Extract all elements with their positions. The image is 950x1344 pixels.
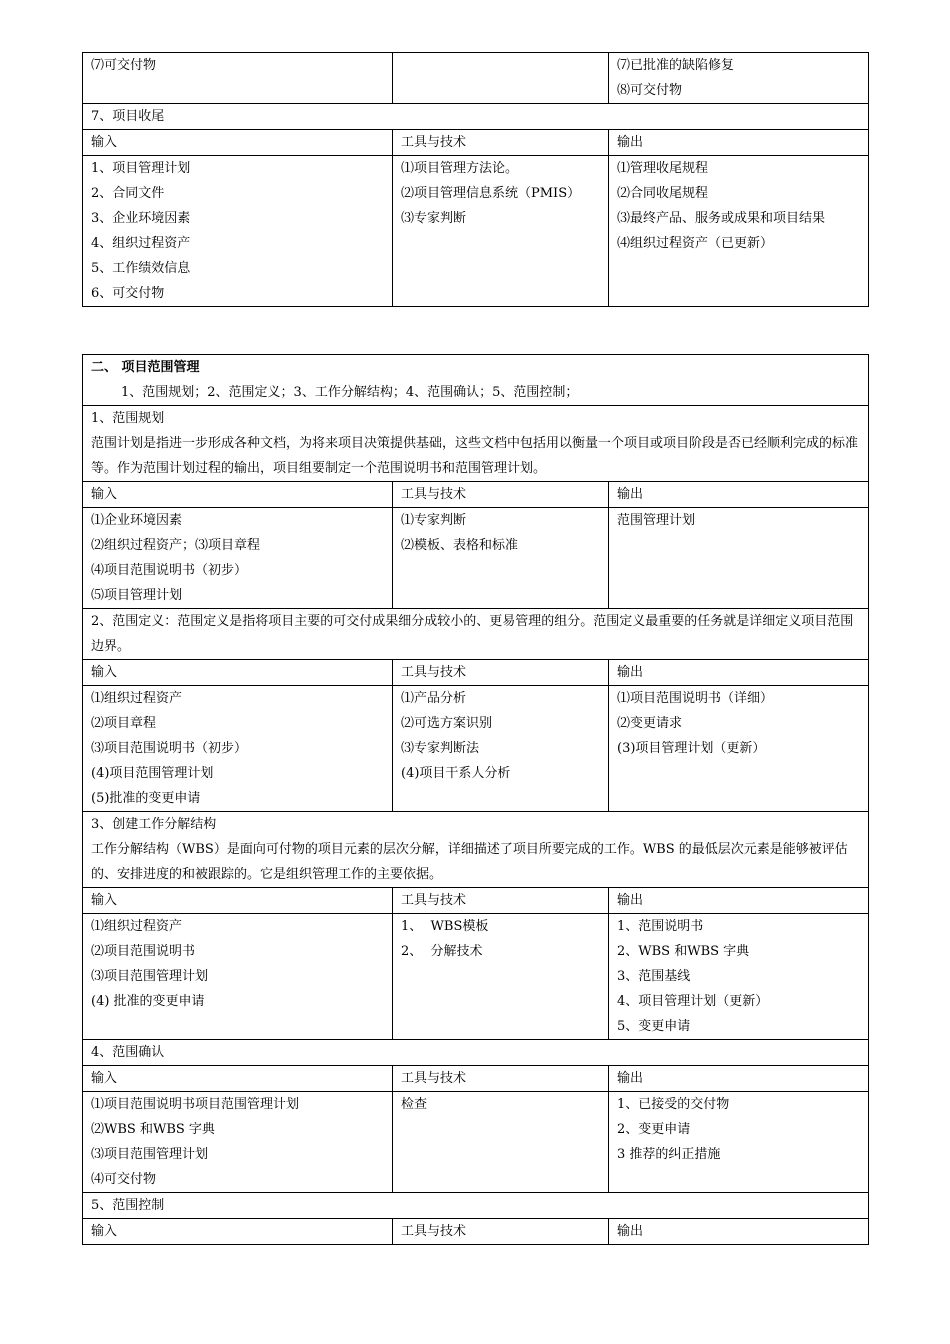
list-item: ⑴组织过程资产: [91, 919, 183, 934]
outputs-cell: [609, 53, 869, 104]
list-item: ⑻可交付物: [617, 83, 683, 98]
tools-cell: [393, 508, 609, 609]
list-item: ⑷组织过程资产（已更新）: [617, 236, 774, 251]
list-item: 范围管理计划: [617, 513, 696, 528]
table-header-row: [83, 1219, 869, 1245]
table-header-row: [83, 888, 869, 914]
column-header-input: 输入: [83, 888, 393, 914]
list-item: ⑴管理收尾规程: [617, 161, 709, 176]
table-row: [83, 914, 869, 1040]
column-header-tools: 工具与技术: [393, 1066, 609, 1092]
list-item: ⑶项目范围说明书（初步）: [91, 741, 248, 756]
outputs-cell: [609, 686, 869, 812]
list-item: 2、合同文件: [91, 186, 165, 201]
list-item: ⑴组织过程资产: [91, 691, 183, 706]
list-item: ⑷可交付物: [91, 1172, 157, 1187]
table-row: [83, 1092, 869, 1193]
list-item: ⑵WBS 和WBS 字典: [91, 1122, 215, 1137]
list-item: 1、范围说明书: [617, 919, 704, 934]
list-item: ⑵组织过程资产；⑶项目章程: [91, 538, 261, 553]
table-row: [83, 156, 869, 307]
column-header-input: 输入: [83, 482, 393, 508]
list-item: ⑺已批准的缺陷修复: [617, 58, 735, 73]
column-header-tools: 工具与技术: [393, 1219, 609, 1245]
table-row: [83, 1193, 869, 1219]
outputs-cell: [609, 508, 869, 609]
list-item: ⑵合同收尾规程: [617, 186, 709, 201]
planning-desc-cell: [83, 406, 869, 482]
list-item: ⑺可交付物: [91, 58, 157, 73]
list-item: ⑵模板、表格和标准: [401, 538, 519, 553]
scope-heading-cell: [83, 355, 869, 406]
list-item: (4)项目干系人分析: [401, 766, 511, 781]
table-header-row: [83, 482, 869, 508]
tools-cell: [393, 686, 609, 812]
list-item: (4)项目范围管理计划: [91, 766, 214, 781]
list-item: 4、组织过程资产: [91, 236, 191, 251]
table-row: [83, 812, 869, 888]
column-header-output: 输出: [609, 660, 869, 686]
tools-cell: [393, 1092, 609, 1193]
table-row: [83, 104, 869, 130]
section-description: 工作分解结构（WBS）是面向可付物的项目元素的层次分解，详细描述了项目所要完成的工作。WBS 的最低层次元素是能够被评估的、安排进度的和被跟踪的。它是组织管理工作的主要依据。: [91, 842, 848, 882]
column-header-tools: 工具与技术: [393, 888, 609, 914]
list-item: ⑶最终产品、服务或成果和项目结果: [617, 211, 826, 226]
list-item: 1、 WBS模板: [401, 919, 489, 934]
list-item: ⑵可选方案识别: [401, 716, 493, 731]
list-item: 3、范围基线: [617, 969, 691, 984]
list-item: 2、WBS 和WBS 字典: [617, 944, 750, 959]
list-item: ⑵变更请求: [617, 716, 683, 731]
column-header-output: 输出: [609, 482, 869, 508]
tools-cell: [393, 53, 609, 104]
list-item: 5、工作绩效信息: [91, 261, 191, 276]
list-item: ⑵项目章程: [91, 716, 157, 731]
column-header-output: 输出: [609, 888, 869, 914]
list-item: ⑶项目范围管理计划: [91, 969, 209, 984]
section-title: 4、范围确认: [83, 1040, 869, 1066]
tools-cell: [393, 156, 609, 307]
section-title: 5、范围控制: [83, 1193, 869, 1219]
inputs-cell: [83, 53, 393, 104]
list-item: 1、项目管理计划: [91, 161, 191, 176]
list-item: 3、企业环境因素: [91, 211, 191, 226]
outputs-cell: [609, 914, 869, 1040]
table-row: [83, 686, 869, 812]
list-item: ⑶项目范围管理计划: [91, 1147, 209, 1162]
column-header-input: 输入: [83, 660, 393, 686]
definition-desc-cell: [83, 609, 869, 660]
column-header-input: 输入: [83, 1066, 393, 1092]
list-item: 4、项目管理计划（更新）: [617, 994, 769, 1009]
column-header-input: 输入: [83, 1219, 393, 1245]
list-item: ⑷项目范围说明书（初步）: [91, 563, 248, 578]
inputs-cell: [83, 156, 393, 307]
table-row: [83, 355, 869, 406]
scope-table: [82, 354, 869, 1245]
table-header-row: [83, 660, 869, 686]
table-row: [83, 508, 869, 609]
list-item: 6、可交付物: [91, 286, 165, 301]
section-subheading: 1、范围规划；2、范围定义；3、工作分解结构；4、范围确认；5、范围控制；: [121, 385, 579, 400]
list-item: ⑶专家判断法: [401, 741, 480, 756]
section-heading: 二、 项目范围管理: [91, 360, 200, 375]
inputs-cell: [83, 1092, 393, 1193]
table-row: [83, 406, 869, 482]
column-header-output: 输出: [609, 1066, 869, 1092]
closing-table: [82, 52, 869, 307]
section-description: 2、范围定义：范围定义是指将项目主要的可交付成果细分成较小的、更易管理的组分。范围定义最重要的任务就是详细定义项目范围边界。: [91, 614, 854, 654]
inputs-cell: [83, 686, 393, 812]
inputs-cell: [83, 508, 393, 609]
table-row: [83, 1040, 869, 1066]
table-row: [83, 53, 869, 104]
table-row: [83, 609, 869, 660]
column-header-output: 输出: [609, 1219, 869, 1245]
list-item: ⑵项目范围说明书: [91, 944, 196, 959]
list-item: 2、 分解技术: [401, 944, 483, 959]
list-item: (3)项目管理计划（更新）: [617, 741, 766, 756]
section-title: 3、创建工作分解结构: [91, 817, 217, 832]
list-item: 检查: [401, 1097, 428, 1112]
list-item: (5)批准的变更申请: [91, 791, 201, 806]
section-title: 1、范围规划: [91, 411, 165, 426]
wbs-desc-cell: [83, 812, 869, 888]
list-item: (4) 批准的变更申请: [91, 994, 205, 1009]
section-title: 7、项目收尾: [83, 104, 869, 130]
tools-cell: [393, 914, 609, 1040]
list-item: ⑸项目管理计划: [91, 588, 183, 603]
list-item: ⑴企业环境因素: [91, 513, 183, 528]
section-description: 范围计划是指进一步形成各种文档，为将来项目决策提供基础，这些文档中包括用以衡量一个项目或项目阶段是否已经顺利完成的标准等。作为范围计划过程的输出，项目组要制定一个范围说明书和范围管理计划。: [91, 436, 859, 476]
list-item: ⑴项目管理方法论。: [401, 161, 519, 176]
list-item: ⑴专家判断: [401, 513, 467, 528]
list-item: ⑴产品分析: [401, 691, 467, 706]
list-item: ⑴项目范围说明书（详细）: [617, 691, 774, 706]
outputs-cell: [609, 1092, 869, 1193]
column-header-tools: 工具与技术: [393, 660, 609, 686]
list-item: ⑵项目管理信息系统（PMIS）: [401, 186, 581, 201]
table-header-row: [83, 130, 869, 156]
column-header-tools: 工具与技术: [393, 482, 609, 508]
list-item: ⑶专家判断: [401, 211, 467, 226]
column-header-input: 输入: [83, 130, 393, 156]
list-item: 2、变更申请: [617, 1122, 691, 1137]
list-item: ⑴项目范围说明书项目范围管理计划: [91, 1097, 300, 1112]
column-header-output: 输出: [609, 130, 869, 156]
table-header-row: [83, 1066, 869, 1092]
outputs-cell: [609, 156, 869, 307]
column-header-tools: 工具与技术: [393, 130, 609, 156]
list-item: 5、变更申请: [617, 1019, 691, 1034]
list-item: 3 推荐的纠正措施: [617, 1147, 721, 1162]
inputs-cell: [83, 914, 393, 1040]
list-item: 1、已接受的交付物: [617, 1097, 730, 1112]
